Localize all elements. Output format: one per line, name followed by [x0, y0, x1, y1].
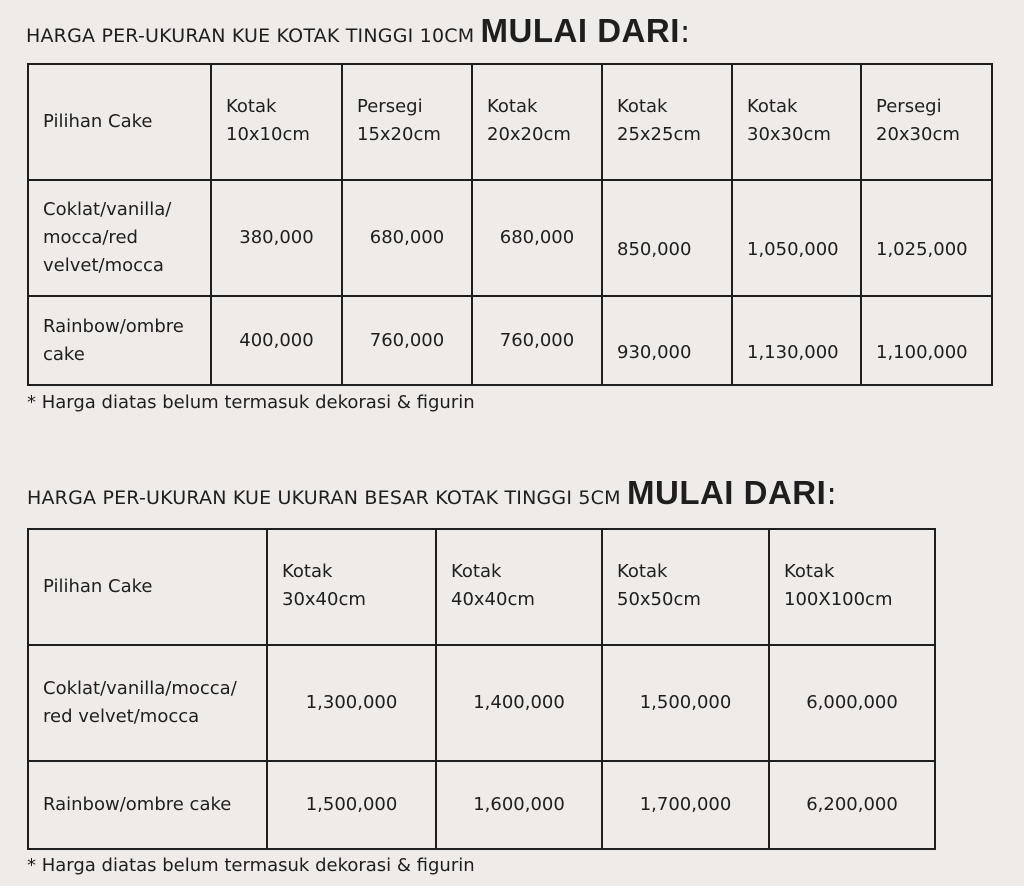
- price-cell: [732, 296, 861, 385]
- price-value: 6,200,000: [806, 794, 898, 815]
- size-shape: Kotak: [282, 561, 333, 582]
- price-cell: [602, 645, 769, 761]
- size-header: [472, 64, 602, 180]
- size-dimensions: 25x25cm: [617, 124, 701, 145]
- size-shape: Persegi: [876, 96, 942, 117]
- flavor-label-line: Coklat/vanilla/mocca/: [43, 678, 237, 699]
- price-value: 1,600,000: [473, 794, 565, 815]
- size-dimensions: 20x30cm: [876, 124, 960, 145]
- section1-footnote: * Harga diatas belum termasuk dekorasi & figurin: [27, 392, 475, 413]
- size-shape: Kotak: [784, 561, 835, 582]
- flavor-label: [28, 645, 267, 761]
- price-table-10cm: [27, 63, 993, 386]
- price-value: 380,000: [239, 227, 314, 248]
- price-value: 1,300,000: [305, 692, 398, 713]
- price-cell: [769, 761, 935, 849]
- price-value: 1,025,000: [876, 239, 968, 260]
- price-cell: [436, 645, 602, 761]
- flavor-label: [28, 761, 267, 849]
- price-value: 850,000: [617, 239, 692, 260]
- price-cell: [342, 180, 472, 296]
- section2-title-colon: :: [826, 476, 837, 512]
- flavor-label-line: velvet/mocca: [43, 255, 164, 276]
- size-dimensions: 40x40cm: [451, 589, 535, 610]
- price-cell: [267, 645, 436, 761]
- flavor-label: [28, 296, 211, 385]
- size-header: [267, 529, 436, 645]
- size-shape: Kotak: [617, 96, 668, 117]
- size-header: [769, 529, 935, 645]
- section2-footnote: * Harga diatas belum termasuk dekorasi & figurin: [27, 855, 475, 876]
- price-value: 1,050,000: [747, 239, 839, 260]
- price-cell: [769, 645, 935, 761]
- size-dimensions: 10x10cm: [226, 124, 310, 145]
- price-value: 760,000: [499, 329, 575, 351]
- price-cell: [211, 180, 342, 296]
- price-value: 680,000: [499, 227, 575, 248]
- size-dimensions: 30x30cm: [747, 124, 831, 145]
- size-header: [602, 529, 769, 645]
- price-table-5cm: [27, 528, 936, 850]
- price-value: 760,000: [369, 329, 445, 351]
- flavor-label-line: mocca/red: [43, 227, 138, 248]
- table-row: [28, 761, 935, 849]
- price-cell: [436, 761, 602, 849]
- size-shape: Persegi: [357, 96, 423, 117]
- price-value: 1,700,000: [639, 794, 732, 815]
- section1-title: [26, 12, 691, 50]
- header-label: Pilihan Cake: [43, 576, 153, 597]
- table-header-row: [28, 64, 992, 180]
- section2-title: [27, 474, 837, 512]
- price-cell: [211, 296, 342, 385]
- size-shape: Kotak: [747, 96, 798, 117]
- size-shape: Kotak: [451, 561, 502, 582]
- size-shape: Kotak: [226, 96, 277, 117]
- section1-title-colon: :: [679, 14, 691, 50]
- price-value: 1,500,000: [305, 794, 398, 815]
- section2-title-prefix: HARGA PER-UKURAN KUE UKURAN BESAR KOTAK TINGGI 5CM: [27, 487, 621, 509]
- size-header: [436, 529, 602, 645]
- size-dimensions: 30x40cm: [282, 589, 366, 610]
- table-row: [28, 645, 935, 761]
- price-cell: [602, 180, 732, 296]
- price-cell: [602, 761, 769, 849]
- size-dimensions: 100X100cm: [784, 589, 893, 610]
- size-header: [342, 64, 472, 180]
- price-value: 1,130,000: [747, 341, 839, 363]
- section1-title-prefix: HARGA PER-UKURAN KUE KOTAK TINGGI 10CM: [26, 25, 475, 47]
- flavor-label-line: Coklat/vanilla/: [43, 199, 172, 220]
- flavor-label: [28, 180, 211, 296]
- size-dimensions: 20x20cm: [487, 124, 571, 145]
- price-value: 680,000: [369, 227, 445, 248]
- size-shape: Kotak: [487, 96, 538, 117]
- price-value: 1,500,000: [639, 692, 732, 713]
- flavor-label-line: Rainbow/ombre cake: [43, 794, 232, 815]
- price-value: 1,100,000: [876, 341, 968, 363]
- price-cell: [861, 296, 992, 385]
- section1-title-bold: MULAI DARI: [480, 12, 680, 49]
- size-dimensions: 15x20cm: [357, 124, 441, 145]
- size-header: [602, 64, 732, 180]
- header-label: Pilihan Cake: [43, 111, 153, 132]
- price-cell: [472, 180, 602, 296]
- price-value: 400,000: [239, 329, 314, 351]
- price-cell: [342, 296, 472, 385]
- size-header: [732, 64, 861, 180]
- section2-title-bold: MULAI DARI: [627, 474, 827, 511]
- header-label-cell: [28, 529, 267, 645]
- price-cell: [267, 761, 436, 849]
- price-cell: [732, 180, 861, 296]
- table-header-row: [28, 529, 935, 645]
- flavor-label-line: red velvet/mocca: [43, 706, 200, 727]
- price-cell: [472, 296, 602, 385]
- price-cell: [602, 296, 732, 385]
- size-header: [861, 64, 992, 180]
- table-row: [28, 296, 992, 385]
- price-value: 930,000: [617, 341, 692, 363]
- size-shape: Kotak: [617, 561, 668, 582]
- size-dimensions: 50x50cm: [617, 589, 701, 610]
- table-row: [28, 180, 992, 296]
- flavor-label-line: cake: [43, 343, 85, 365]
- size-header: [211, 64, 342, 180]
- price-cell: [861, 180, 992, 296]
- flavor-label-line: Rainbow/ombre: [43, 315, 184, 337]
- price-value: 1,400,000: [473, 692, 565, 713]
- price-value: 6,000,000: [806, 692, 898, 713]
- header-label-cell: [28, 64, 211, 180]
